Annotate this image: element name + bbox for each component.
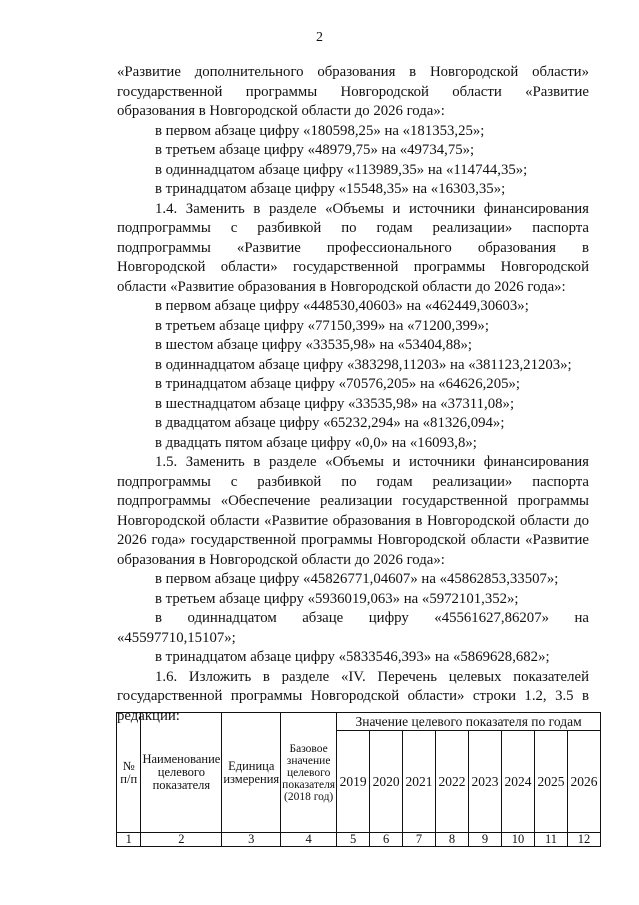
paragraph: в шестнадцатом абзаце цифру «33535,98» на «37311,08»; (155, 395, 515, 412)
paragraph: в двадцатом абзаце цифру «65232,294» на «81326,094»; (155, 415, 505, 431)
column-number-cell: 8 (436, 833, 469, 847)
paragraph: в одиннадцатом абзаце цифру «113989,35» на «114744,35»; (155, 161, 528, 178)
header-cell-year: 2020 (370, 731, 403, 833)
target-indicators-table (116, 712, 601, 847)
column-number-row (117, 833, 601, 847)
header-cell-year: 2024 (502, 731, 535, 833)
column-number-cell: 4 (281, 833, 337, 847)
paragraph: в первом абзаце цифру «180598,25» на «181353,25»; (155, 122, 485, 139)
page-number: 2 (316, 30, 323, 45)
column-number-cell: 7 (403, 833, 436, 847)
header-cell-year: 2019 (337, 731, 370, 833)
header-cell-year: 2026 (567, 731, 600, 833)
column-number-cell: 10 (502, 833, 535, 847)
header-cell-year: 2025 (535, 731, 568, 833)
column-number-cell: 5 (337, 833, 370, 847)
column-number-cell: 3 (222, 833, 281, 847)
header-cell-unit: Единица измерения (222, 713, 281, 833)
paragraph: в одиннадцатом абзаце цифру «45561627,86207» на «45597710,15107»; (117, 610, 589, 646)
paragraph: в тринадцатом абзаце цифру «70576,205» на «64626,205»; (155, 376, 521, 392)
header-cell-years-group: Значение целевого показателя по годам (337, 713, 601, 731)
column-number-cell: 11 (535, 833, 568, 847)
paragraph: в одиннадцатом абзаце цифру «383298,11203» на «381123,21203»; (155, 356, 572, 373)
column-number-cell: 9 (469, 833, 502, 847)
paragraph: в первом абзаце цифру «448530,40603» на «462449,30603»; (155, 298, 529, 314)
paragraph: 1.6. Изложить в разделе «IV. Перечень целевых показателей государственной программы Новгородской области» строки 1.2, 3.5 в редакции: (117, 668, 589, 724)
paragraph: в первом абзаце цифру «45826771,04607» на «45862853,33507»; (155, 571, 559, 587)
header-cell-number: № п/п (117, 713, 141, 833)
column-number-cell: 1 (117, 833, 141, 847)
paragraph: в двадцать пятом абзаце цифру «0,0» на «16093,8»; (155, 434, 477, 451)
paragraph: 1.4. Заменить в разделе «Объемы и источники финансирования подпрограммы с разбивкой по годам реализации» паспорта подпрограммы «Развитие профессионального образования в Новгородской области» государственной программы Новгородской области «Развитие образования в Новгородской области до 2026 года»: (117, 200, 589, 295)
paragraph: «Развитие дополнительного образования в Новгородской области» государственной программы Новгородской области «Развитие образования в Новгородской области до 2026 года»: (117, 64, 589, 119)
column-number-cell: 12 (567, 833, 600, 847)
document-body (117, 63, 589, 726)
paragraph: в тринадцатом абзаце цифру «5833546,393» на «5869628,682»; (155, 649, 550, 665)
paragraph: в шестом абзаце цифру «33535,98» на «53404,88»; (155, 337, 473, 353)
header-cell-year: 2022 (436, 731, 469, 833)
paragraph: в тринадцатом абзаце цифру «15548,35» на «16303,35»; (155, 181, 506, 197)
column-number-cell: 6 (370, 833, 403, 847)
header-cell-year: 2021 (403, 731, 436, 833)
column-number-cell: 2 (141, 833, 222, 847)
paragraph: в третьем абзаце цифру «48979,75» на «49734,75»; (155, 142, 475, 158)
paragraph: в третьем абзаце цифру «5936019,063» на «5972101,352»; (155, 590, 519, 607)
paragraph: в третьем абзаце цифру «77150,399» на «71200,399»; (155, 317, 489, 334)
header-cell-year: 2023 (469, 731, 502, 833)
header-cell-base-value: Базовое значение целевого показателя (2018 год) (281, 713, 337, 833)
paragraph: 1.5. Заменить в разделе «Объемы и источники финансирования подпрограммы с разбивкой по годам реализации» паспорта подпрограммы «Обеспечение реализации государственной программы Новгородской области «Развитие образования в Новгородской области до 2026 года» государственной программы Новгородской области «Развитие образования в Новгородской области до 2026 года»: (117, 454, 589, 568)
header-cell-indicator-name: Наименование целевого показателя (141, 713, 222, 833)
